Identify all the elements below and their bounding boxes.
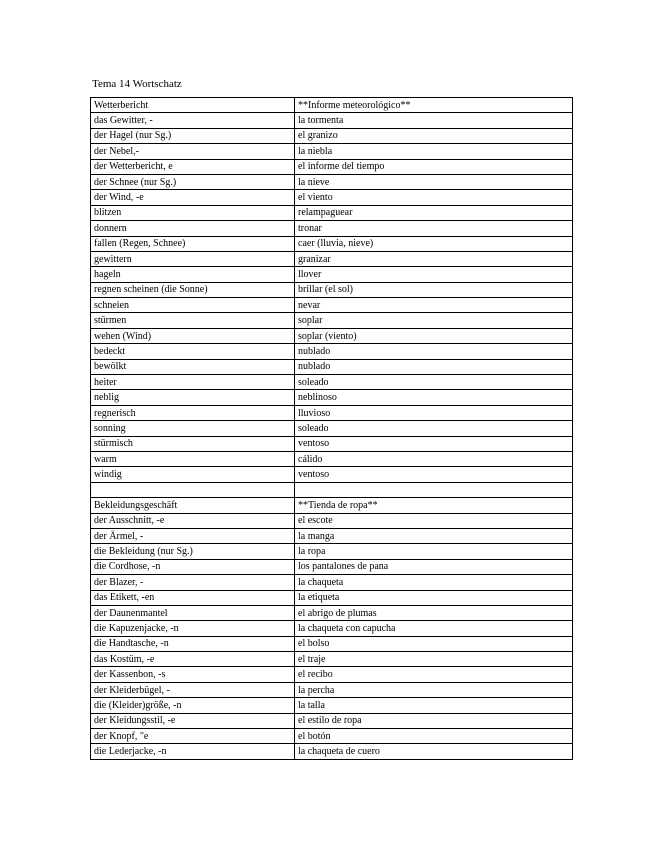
spanish-translation-cell — [295, 482, 573, 497]
table-row — [91, 313, 573, 328]
table-row — [91, 190, 573, 205]
spanish-translation-cell: ventoso — [295, 467, 573, 482]
spanish-translation-cell: nevar — [295, 298, 573, 313]
table-row — [91, 682, 573, 697]
spanish-translation-cell: la niebla — [295, 144, 573, 159]
table-row — [91, 744, 573, 759]
german-term-cell: der Daunenmantel — [91, 605, 295, 620]
table-row — [91, 436, 573, 451]
spanish-translation-cell: lluvioso — [295, 405, 573, 420]
table-row — [91, 298, 573, 313]
page-title: Tema 14 Wortschatz — [92, 78, 182, 90]
spanish-translation-cell: tronar — [295, 221, 573, 236]
german-term-cell: die Handtasche, -n — [91, 636, 295, 651]
spanish-translation-cell: ventoso — [295, 436, 573, 451]
table-row — [91, 390, 573, 405]
german-term-cell: donnern — [91, 221, 295, 236]
german-term-cell: der Ausschnitt, -e — [91, 513, 295, 528]
german-term-cell: der Wetterbericht, e — [91, 159, 295, 174]
spanish-translation-cell: el recibo — [295, 667, 573, 682]
vocabulary-table-body — [91, 98, 573, 760]
table-row — [91, 590, 573, 605]
german-term-cell: der Kleiderbügel, - — [91, 682, 295, 697]
german-term-cell: der Knopf, "e — [91, 729, 295, 744]
german-term-cell: wehen (Wind) — [91, 328, 295, 343]
table-row — [91, 251, 573, 266]
spanish-translation-cell: el informe del tiempo — [295, 159, 573, 174]
table-row — [91, 467, 573, 482]
german-term-cell: schneien — [91, 298, 295, 313]
german-term-cell: Bekleidungsgeschäft — [91, 498, 295, 513]
table-row — [91, 528, 573, 543]
spanish-translation-cell: el granizo — [295, 128, 573, 143]
german-term-cell: fallen (Regen, Schnee) — [91, 236, 295, 251]
spanish-translation-cell: brillar (el sol) — [295, 282, 573, 297]
spanish-translation-cell: el estilo de ropa — [295, 713, 573, 728]
spanish-translation-cell: soleado — [295, 421, 573, 436]
table-row — [91, 729, 573, 744]
german-term-cell — [91, 482, 295, 497]
table-row — [91, 375, 573, 390]
table-row — [91, 405, 573, 420]
german-term-cell: der Kleidungsstil, -e — [91, 713, 295, 728]
table-row — [91, 575, 573, 590]
table-row — [91, 113, 573, 128]
table-row — [91, 344, 573, 359]
german-term-cell: der Kassenbon, -s — [91, 667, 295, 682]
german-term-cell: regnen scheinen (die Sonne) — [91, 282, 295, 297]
table-row — [91, 513, 573, 528]
table-row — [91, 128, 573, 143]
spanish-translation-cell: la percha — [295, 682, 573, 697]
german-term-cell: der Nebel,- — [91, 144, 295, 159]
table-row — [91, 544, 573, 559]
german-term-cell: der Blazer, - — [91, 575, 295, 590]
german-term-cell: die Kapuzenjacke, -n — [91, 621, 295, 636]
spanish-translation-cell: la chaqueta con capucha — [295, 621, 573, 636]
table-row — [91, 98, 573, 113]
spanish-translation-cell: nublado — [295, 344, 573, 359]
spanish-translation-cell: la chaqueta — [295, 575, 573, 590]
table-row — [91, 559, 573, 574]
table-row — [91, 498, 573, 513]
german-term-cell: warm — [91, 451, 295, 466]
spanish-translation-cell: el viento — [295, 190, 573, 205]
spanish-translation-cell: llover — [295, 267, 573, 282]
table-row — [91, 282, 573, 297]
table-row — [91, 236, 573, 251]
table-row — [91, 328, 573, 343]
spanish-translation-cell: la tormenta — [295, 113, 573, 128]
spanish-translation-cell: soplar — [295, 313, 573, 328]
german-term-cell: bewölkt — [91, 359, 295, 374]
spanish-translation-cell: los pantalones de pana — [295, 559, 573, 574]
german-term-cell: bedeckt — [91, 344, 295, 359]
spanish-translation-cell: nublado — [295, 359, 573, 374]
german-term-cell: das Etikett, -en — [91, 590, 295, 605]
table-row — [91, 451, 573, 466]
spanish-translation-cell: la talla — [295, 698, 573, 713]
german-term-cell: neblig — [91, 390, 295, 405]
table-row — [91, 652, 573, 667]
table-row — [91, 159, 573, 174]
vocabulary-table — [90, 97, 573, 760]
table-row — [91, 667, 573, 682]
spanish-translation-cell: el abrigo de plumas — [295, 605, 573, 620]
spanish-translation-cell: granizar — [295, 251, 573, 266]
spanish-translation-cell: la etiqueta — [295, 590, 573, 605]
spanish-translation-cell: la nieve — [295, 174, 573, 189]
spanish-translation-cell: el bolso — [295, 636, 573, 651]
spanish-translation-cell: caer (lluvia, nieve) — [295, 236, 573, 251]
spanish-translation-cell: neblinoso — [295, 390, 573, 405]
german-term-cell: die (Kleider)größe, -n — [91, 698, 295, 713]
table-row — [91, 174, 573, 189]
german-term-cell: der Ärmel, - — [91, 528, 295, 543]
table-row — [91, 482, 573, 497]
german-term-cell: das Gewitter, - — [91, 113, 295, 128]
table-row — [91, 421, 573, 436]
german-term-cell: die Cordhose, -n — [91, 559, 295, 574]
table-row — [91, 144, 573, 159]
german-term-cell: Wetterbericht — [91, 98, 295, 113]
german-term-cell: der Hagel (nur Sg.) — [91, 128, 295, 143]
german-term-cell: die Bekleidung (nur Sg.) — [91, 544, 295, 559]
german-term-cell: windig — [91, 467, 295, 482]
german-term-cell: hageln — [91, 267, 295, 282]
table-row — [91, 713, 573, 728]
table-row — [91, 605, 573, 620]
german-term-cell: stürmisch — [91, 436, 295, 451]
table-row — [91, 621, 573, 636]
table-row — [91, 698, 573, 713]
spanish-translation-cell: la chaqueta de cuero — [295, 744, 573, 759]
spanish-translation-cell: el traje — [295, 652, 573, 667]
table-row — [91, 636, 573, 651]
spanish-translation-cell: soleado — [295, 375, 573, 390]
table-row — [91, 359, 573, 374]
german-term-cell: das Kostüm, -e — [91, 652, 295, 667]
german-term-cell: stürmen — [91, 313, 295, 328]
german-term-cell: der Wind, -e — [91, 190, 295, 205]
spanish-translation-cell: **Tienda de ropa** — [295, 498, 573, 513]
table-row — [91, 221, 573, 236]
spanish-translation-cell: soplar (viento) — [295, 328, 573, 343]
german-term-cell: der Schnee (nur Sg.) — [91, 174, 295, 189]
spanish-translation-cell: relampaguear — [295, 205, 573, 220]
spanish-translation-cell: el escote — [295, 513, 573, 528]
spanish-translation-cell: el botón — [295, 729, 573, 744]
german-term-cell: regnerisch — [91, 405, 295, 420]
german-term-cell: sonning — [91, 421, 295, 436]
spanish-translation-cell: la manga — [295, 528, 573, 543]
german-term-cell: gewittern — [91, 251, 295, 266]
spanish-translation-cell: la ropa — [295, 544, 573, 559]
table-row — [91, 267, 573, 282]
german-term-cell: blitzen — [91, 205, 295, 220]
spanish-translation-cell: **Informe meteorológico** — [295, 98, 573, 113]
german-term-cell: die Lederjacke, -n — [91, 744, 295, 759]
spanish-translation-cell: cálido — [295, 451, 573, 466]
german-term-cell: heiter — [91, 375, 295, 390]
table-row — [91, 205, 573, 220]
